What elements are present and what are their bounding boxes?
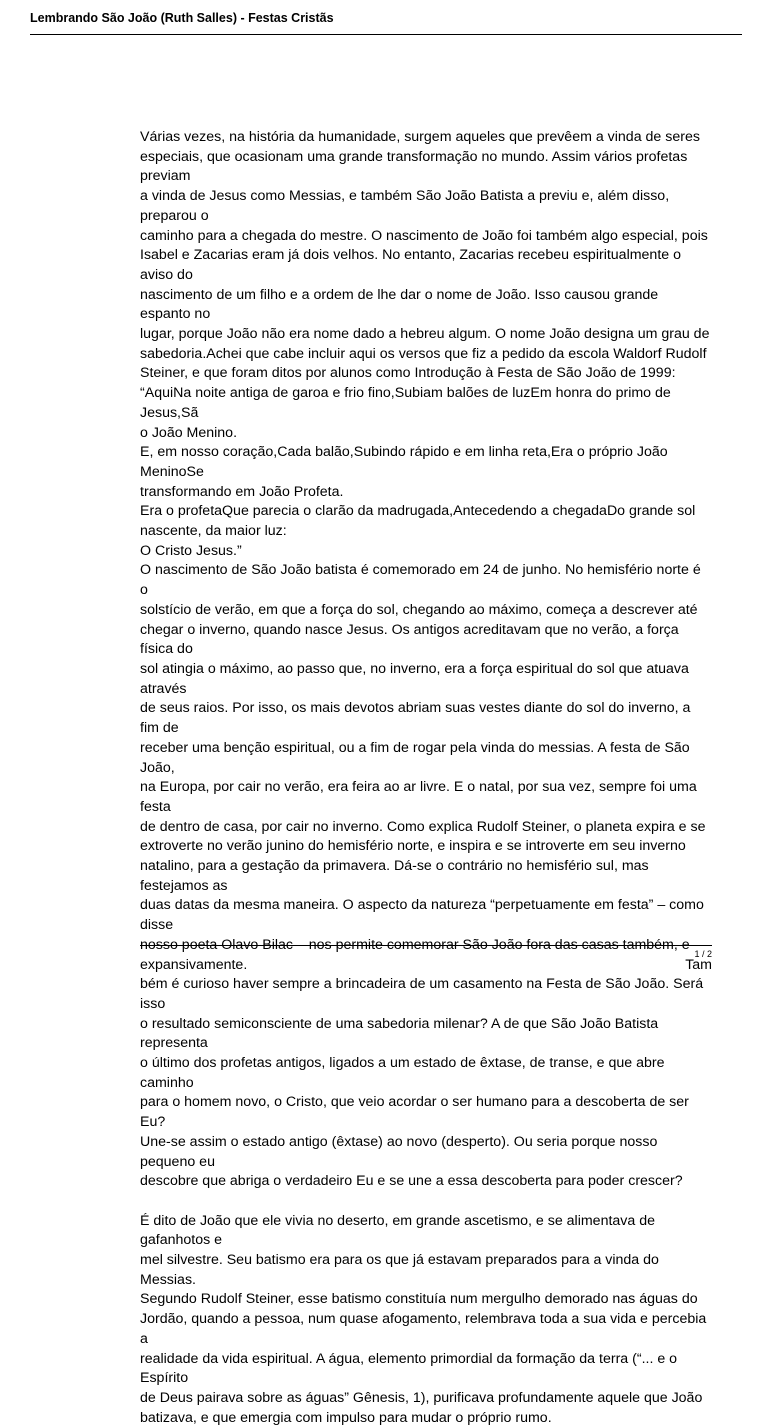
text-line: Steiner, e que foram ditos por alunos como Introdução à Festa de São João de 1999: (140, 365, 676, 382)
text-line: sol atingia o máximo, ao passo que, no inverno, era a força espiritual do sol que atuava através (140, 660, 689, 697)
text-line: de dentro de casa, por cair no inverno. Como explica Rudolf Steiner, o planeta expira e se (140, 818, 706, 835)
text-line: batizava, e que emergia com impulso para mudar o próprio rumo. (140, 1409, 552, 1426)
text-line: caminho para a chegada do mestre. O nascimento de João foi também algo especial, pois (140, 227, 708, 244)
text-line: sabedoria.Achei que cabe incluir aqui os versos que fiz a pedido da escola Waldorf Rudolf (140, 345, 707, 362)
article-body (140, 128, 712, 1428)
text-line (140, 1192, 712, 1212)
text-line: nosso poeta Olavo Bilac – nos permite comemorar São João fora das casas também, e (140, 936, 690, 953)
text-line: descobre que abriga o verdadeiro Eu e se une a essa descoberta para poder crescer? (140, 1173, 683, 1190)
text-line: o último dos profetas antigos, ligados a um estado de êxtase, de transe, e que abre caminho (140, 1055, 665, 1091)
text-line: nascimento de um filho e a ordem de lhe dar o nome de João. Isso causou grande espanto no (140, 286, 659, 323)
text-line: o João Menino. (140, 424, 238, 441)
text-line: E, em nosso coração,Cada balão,Subindo rápido e em linha reta,Era o próprio João MeninoSe (140, 444, 668, 480)
text-line: Une-se assim o estado antigo (êxtase) ao novo (desperto). Ou seria porque nosso pequeno eu (140, 1133, 658, 1170)
text-line: transformando em João Profeta. (140, 483, 344, 500)
text-line: nascente, da maior luz: (140, 523, 287, 540)
text-line: de Deus pairava sobre as águas” Gênesis, 1), purificava profundamente aquele que João (140, 1389, 703, 1406)
text-line: É dito de João que ele vivia no deserto, em grande ascetismo, e se alimentava de gafanhotos e (140, 1212, 655, 1249)
text-line: duas datas da mesma maneira. O aspecto da natureza “perpetuamente em festa” – como disse (140, 897, 704, 934)
text-line: o resultado semiconsciente de uma sabedoria milenar? A de que São João Batista representa (140, 1015, 659, 1052)
text-line: “AquiNa noite antiga de garoa e frio fino,Subiam balões de luzEm honra do primo de Jesus,Sã (140, 385, 671, 421)
page-header (30, 8, 742, 35)
text-line: realidade da vida espiritual. A água, elemento primordial da formação da terra (“... e o Espírito (140, 1350, 678, 1387)
text-line: Isabel e Zacarias eram já dois velhos. No entanto, Zacarias recebeu espiritualmente o aviso do (140, 247, 681, 283)
page-title: Lembrando São João (Ruth Salles) - Festas Cristãs (30, 11, 334, 25)
text-line: na Europa, por cair no verão, era feira ao ar livre. E o natal, por sua vez, sempre foi uma festa (140, 779, 697, 815)
page-footer (140, 945, 712, 959)
text-line: a vinda de Jesus como Messias, e também São João Batista a previu e, além disso, preparou o (140, 188, 670, 224)
text-line: Segundo Rudolf Steiner, esse batismo constituía num mergulho demorado nas águas do (140, 1291, 698, 1308)
text-line: O Cristo Jesus.” (140, 542, 242, 559)
text-line: para o homem novo, o Cristo, que veio acordar o ser humano para a descoberta de ser Eu? (140, 1094, 689, 1131)
text-line: extroverte no verão junino do hemisfério norte, e inspira e se introverte em seu inverno (140, 838, 686, 855)
text-line: natalino, para a gestação da primavera. Dá-se o contrário no hemisfério sul, mas festejamos as (140, 858, 649, 894)
text-line: especiais, que ocasionam uma grande transformação no mundo. Assim vários profetas previam (140, 148, 688, 185)
text-line: O nascimento de São João batista é comemorado em 24 de junho. No hemisfério norte é o (140, 562, 701, 599)
text-line: expansivamente. Tam (140, 956, 712, 973)
text-line: de seus raios. Por isso, os mais devotos abriam suas vestes diante do sol do inverno, a fim de (140, 700, 691, 737)
text-line: bém é curioso haver sempre a brincadeira de um casamento na Festa de São João. Será isso (140, 976, 704, 1012)
text-line: mel silvestre. Seu batismo era para os que já estavam preparados para a vinda do Messias. (140, 1252, 659, 1288)
text-line: Várias vezes, na história da humanidade, surgem aqueles que prevêem a vinda de seres (140, 129, 700, 145)
text-line: Jordão, quando a pessoa, num quase afogamento, relembrava toda a sua vida e percebia a (140, 1311, 707, 1347)
text-line: chegar o inverno, quando nasce Jesus. Os antigos acreditavam que no verão, a força física do (140, 621, 679, 658)
text-line: receber uma benção espiritual, ou a fim de rogar pela vinda do messias. A festa de São João, (140, 739, 690, 776)
text-line: Era o profetaQue parecia o clarão da madrugada,Antecedendo a chegadaDo grande sol (140, 503, 696, 520)
text-line: lugar, porque João não era nome dado a hebreu algum. O nome João designa um grau de (140, 326, 710, 343)
page-number: 1 / 2 (694, 949, 712, 959)
text-line: solstício de verão, em que a força do sol, chegando ao máximo, começa a descrever até (140, 601, 698, 618)
